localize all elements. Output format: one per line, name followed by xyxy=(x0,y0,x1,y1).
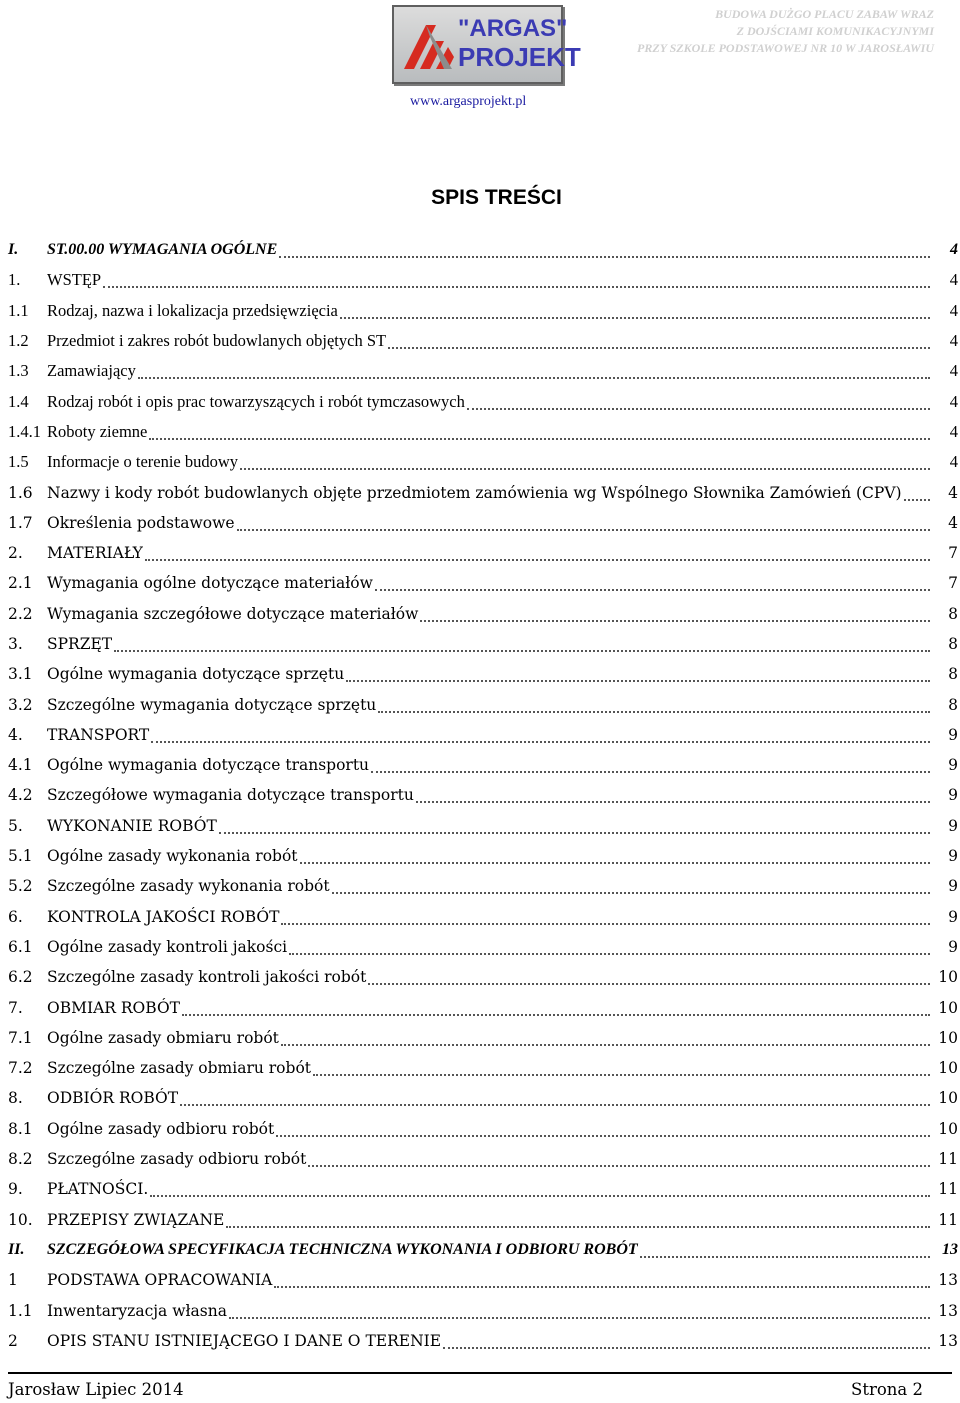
toc-entry-number: 8.2 xyxy=(8,1150,33,1169)
toc-entry-page: 10 xyxy=(938,1089,958,1108)
company-logo xyxy=(392,5,581,84)
toc-entry-title: MATERIAŁY xyxy=(47,544,143,563)
toc-leader-dots xyxy=(138,359,930,379)
toc-entry-page: 9 xyxy=(948,937,958,956)
toc-entry-page: 9 xyxy=(948,725,958,744)
toc-entry-number: 2.1 xyxy=(8,574,33,593)
toc-entry-number: 1.1 xyxy=(8,300,29,320)
toc-entry-title: KONTROLA JAKOŚCI ROBÓT xyxy=(47,907,280,926)
toc-entry-page: 10 xyxy=(938,1028,958,1047)
toc-entry-number: 4.2 xyxy=(8,786,33,805)
toc-entry-number: 3.2 xyxy=(8,695,33,714)
toc-entry-page: 9 xyxy=(948,877,958,896)
toc-entry[interactable] xyxy=(8,780,960,810)
toc-entry-number: 1.6 xyxy=(8,483,33,502)
project-line-3: PRZY SZKOLE PODSTAWOWEJ NR 10 W JAROSŁAWIU xyxy=(637,41,934,55)
toc-entry-number: 1.5 xyxy=(8,452,29,472)
toc-entry-page: 4 xyxy=(949,361,958,381)
toc-entry[interactable] xyxy=(8,871,960,901)
toc-entry-page: 11 xyxy=(938,1210,958,1229)
toc-leader-dots xyxy=(151,723,930,743)
toc-entry[interactable] xyxy=(8,1114,960,1144)
toc-entry-number: 1.4.1 xyxy=(8,421,41,441)
toc-entry-title: Rodzaj, nazwa i lokalizacja przedsięwzięcia xyxy=(47,300,338,320)
toc-entry-page: 4 xyxy=(949,300,958,320)
project-line-2: Z DOJŚCIAMI KOMUNIKACYJNYMI xyxy=(736,24,934,38)
toc-leader-dots xyxy=(420,602,930,622)
toc-entry-number: 5. xyxy=(8,816,23,835)
toc-entry-number: 6.2 xyxy=(8,968,33,987)
toc-entry[interactable] xyxy=(8,477,960,507)
toc-entry-number: 2.2 xyxy=(8,604,33,623)
logo-text xyxy=(458,15,581,72)
toc-entry-title: OBMIAR ROBÓT xyxy=(47,998,180,1017)
toc-entry-number: 8.1 xyxy=(8,1119,33,1138)
toc-entry-title: Informacje o terenie budowy xyxy=(47,452,239,472)
toc-entry-number: 7. xyxy=(8,998,23,1017)
toc-entry-title: Ogólne wymagania dotyczące transportu xyxy=(47,756,370,775)
toc-leader-dots xyxy=(150,1177,930,1197)
toc-leader-dots xyxy=(640,1238,930,1258)
toc-entry-title: OPIS STANU ISTNIEJĄCEGO I DANE O TERENIE xyxy=(47,1331,442,1350)
toc-entry-page: 4 xyxy=(948,483,958,502)
toc-entry-number: 3.1 xyxy=(8,665,33,684)
toc-entry[interactable] xyxy=(8,599,960,629)
toc-entry-page: 4 xyxy=(949,452,958,472)
toc-entry-page: 4 xyxy=(949,421,958,441)
toc-leader-dots xyxy=(237,511,930,531)
toc-entry-number: 1.2 xyxy=(8,331,29,351)
toc-leader-dots xyxy=(276,1117,930,1137)
toc-entry-title: Rodzaj robót i opis prac towarzyszących i robót tymczasowych xyxy=(47,391,465,411)
toc-entry[interactable] xyxy=(8,1326,960,1356)
company-url[interactable]: www.argasprojekt.pl xyxy=(410,94,527,109)
toc-entry[interactable] xyxy=(8,629,960,659)
toc-entry[interactable] xyxy=(8,811,960,841)
toc-entry-title: Ogólne zasady obmiaru robót xyxy=(47,1028,279,1047)
toc-entry-title: Ogólne wymagania dotyczące sprzętu xyxy=(47,665,345,684)
toc-entry-number: 4. xyxy=(8,725,23,744)
toc-entry[interactable] xyxy=(8,568,960,598)
toc-leader-dots xyxy=(443,1329,930,1349)
toc-entry-page: 4 xyxy=(949,391,958,411)
toc-leader-dots xyxy=(281,1026,930,1046)
toc-entry-page: 9 xyxy=(948,786,958,805)
toc-entry[interactable] xyxy=(8,356,960,386)
toc-entry-title: WYKONANIE ROBÓT xyxy=(47,816,217,835)
toc-leader-dots xyxy=(103,268,930,288)
toc-entry-page: 4 xyxy=(949,331,958,351)
toc-leader-dots xyxy=(332,874,930,894)
toc-leader-dots xyxy=(274,1268,930,1288)
toc-entry-page: 10 xyxy=(938,1119,958,1138)
project-header xyxy=(594,6,934,57)
toc-entry-number: 5.2 xyxy=(8,877,33,896)
toc-entry[interactable] xyxy=(8,720,960,750)
page-title: SPIS TREŚCI xyxy=(431,186,562,209)
toc-entry[interactable] xyxy=(8,1205,960,1235)
toc-entry-title: Inwentaryzacja własna xyxy=(47,1301,227,1320)
toc-entry-number: II. xyxy=(8,1240,25,1258)
toc-entry-page: 9 xyxy=(948,816,958,835)
toc-leader-dots xyxy=(281,905,930,925)
toc-entry-title: Nazwy i kody robót budowlanych objęte przedmiotem zamówienia wg Wspólnego Słownika Zamówień (CPV) xyxy=(47,483,902,502)
toc-entry-title: Wymagania szczegółowe dotyczące materiałów xyxy=(47,604,419,623)
toc-entry[interactable] xyxy=(8,265,960,295)
toc-entry-title: Przedmiot i zakres robót budowlanych objętych ST xyxy=(47,331,387,351)
toc-leader-dots xyxy=(145,541,930,561)
toc-entry[interactable] xyxy=(8,659,960,689)
toc-entry[interactable] xyxy=(8,326,960,356)
toc-entry-number: 1 xyxy=(8,1271,18,1290)
toc-entry-number: 6.1 xyxy=(8,937,33,956)
toc-entry-page: 4 xyxy=(950,241,958,259)
toc-entry-page: 10 xyxy=(938,1059,958,1078)
toc-entry[interactable] xyxy=(8,1053,960,1083)
toc-entry[interactable] xyxy=(8,386,960,416)
toc-entry[interactable] xyxy=(8,417,960,447)
toc-entry[interactable] xyxy=(8,750,960,780)
toc-entry[interactable] xyxy=(8,447,960,477)
toc-entry-title: SPRZĘT xyxy=(47,635,113,653)
toc-entry-title: SZCZEGÓŁOWA SPECYFIKACJA TECHNICZNA WYKONANIA I ODBIORU ROBÓT xyxy=(47,1240,638,1258)
toc-entry-number: 2. xyxy=(8,544,23,563)
toc-entry[interactable] xyxy=(8,902,960,932)
footer-divider xyxy=(8,1372,952,1374)
toc-entry-page: 10 xyxy=(938,998,958,1017)
toc-leader-dots xyxy=(371,753,930,773)
toc-entry-number: 1.7 xyxy=(8,513,33,532)
toc-leader-dots xyxy=(219,814,930,834)
toc-entry-title: Wymagania ogólne dotyczące materiałów xyxy=(47,574,373,593)
toc-entry-page: 9 xyxy=(948,847,958,866)
toc-leader-dots xyxy=(375,571,930,591)
toc-leader-dots xyxy=(289,935,930,955)
toc-entry-page: 7 xyxy=(948,574,958,593)
toc-leader-dots xyxy=(368,965,930,985)
toc-entry-title: Ogólne zasady kontroli jakości xyxy=(47,937,288,956)
toc-entry-page: 4 xyxy=(948,513,958,532)
toc-leader-dots xyxy=(388,329,930,349)
toc-entry-title: Szczególne zasady obmiaru robót xyxy=(47,1059,311,1078)
toc-entry-page: 11 xyxy=(938,1180,958,1199)
toc-entry-page: 13 xyxy=(938,1301,958,1320)
toc-leader-dots xyxy=(240,450,930,470)
toc-leader-dots xyxy=(308,1147,930,1167)
toc-entry-title: Zamawiający xyxy=(47,361,136,381)
toc-entry[interactable] xyxy=(8,296,960,326)
toc-entry-number: 7.2 xyxy=(8,1059,33,1078)
toc-entry[interactable] xyxy=(8,508,960,538)
toc-entry-number: 9. xyxy=(8,1180,23,1199)
toc-entry-page: 8 xyxy=(948,665,958,684)
toc-entry-number: 3. xyxy=(8,635,23,653)
toc-entry[interactable] xyxy=(8,1235,960,1265)
toc-leader-dots xyxy=(180,1086,930,1106)
logo-line-1: "ARGAS" xyxy=(458,15,568,42)
toc-entry-page: 13 xyxy=(942,1240,958,1258)
toc-entry[interactable] xyxy=(8,1144,960,1174)
toc-entry-page: 8 xyxy=(948,635,958,653)
toc-entry-title: Ogólne zasady odbioru robót xyxy=(47,1119,275,1138)
toc-entry-number: 1. xyxy=(8,270,21,290)
toc-leader-dots xyxy=(300,844,930,864)
toc-entry-page: 9 xyxy=(948,756,958,775)
toc-entry-number: 1.4 xyxy=(8,391,29,411)
toc-leader-dots xyxy=(467,390,930,410)
toc-leader-dots xyxy=(416,783,930,803)
toc-entry-title: WSTĘP xyxy=(47,270,102,290)
toc-leader-dots xyxy=(114,632,930,652)
toc-entry-title: ODBIÓR ROBÓT xyxy=(47,1089,179,1108)
toc-leader-dots xyxy=(313,1056,930,1076)
toc-entry-title: Szczególne zasady kontroli jakości robót xyxy=(47,968,367,987)
toc-entry-number: 7.1 xyxy=(8,1028,33,1047)
logo-line-2: PROJEKT xyxy=(458,42,581,72)
toc-entry-title: Szczególne zasady odbioru robót xyxy=(47,1150,307,1169)
toc-entry[interactable] xyxy=(8,1174,960,1204)
toc-entry-number: 6. xyxy=(8,907,23,926)
toc-entry-page: 9 xyxy=(948,907,958,926)
toc-entry-page: 8 xyxy=(948,604,958,623)
toc-leader-dots xyxy=(904,481,930,501)
toc-entry-number: 2 xyxy=(8,1331,18,1350)
toc-entry-title: PŁATNOŚCI. xyxy=(47,1180,149,1199)
toc-entry-title: Szczególne wymagania dotyczące sprzętu xyxy=(47,695,377,714)
toc-entry-page: 13 xyxy=(938,1271,958,1290)
toc-entry-number: 8. xyxy=(8,1089,23,1108)
toc-leader-dots xyxy=(226,1208,930,1228)
toc-leader-dots xyxy=(378,693,930,713)
toc-entry-title: PRZEPISY ZWIĄZANE xyxy=(47,1210,225,1229)
project-line-1: BUDOWA DUŻGO PLACU ZABAW WRAZ xyxy=(715,7,934,21)
toc-leader-dots xyxy=(229,1299,930,1319)
toc-entry[interactable] xyxy=(8,962,960,992)
toc-entry-title: PODSTAWA OPRACOWANIA xyxy=(47,1271,273,1290)
toc-entry-title: Szczegółowe wymagania dotyczące transportu xyxy=(47,786,414,805)
toc-entry-page: 13 xyxy=(938,1331,958,1350)
toc-entry[interactable] xyxy=(8,1265,960,1295)
toc-entry-title: Określenia podstawowe xyxy=(47,513,235,532)
toc-entry-number: 4.1 xyxy=(8,756,33,775)
toc-entry-title: Szczególne zasady wykonania robót xyxy=(47,877,330,896)
toc-entry[interactable] xyxy=(8,932,960,962)
toc-entry-title: ST.00.00 WYMAGANIA OGÓLNE xyxy=(47,241,278,259)
toc-entry-title: Ogólne zasady wykonania robót xyxy=(47,847,298,866)
toc-entry[interactable] xyxy=(8,1295,960,1325)
toc-entry-number: 5.1 xyxy=(8,847,33,866)
toc-entry[interactable] xyxy=(8,538,960,568)
toc-entry-page: 7 xyxy=(948,544,958,563)
toc-entry-number: 1.1 xyxy=(8,1301,33,1320)
toc-leader-dots xyxy=(149,420,930,440)
toc-entry-page: 4 xyxy=(949,270,958,290)
toc-leader-dots xyxy=(346,662,930,682)
toc-entry-title: TRANSPORT xyxy=(47,725,150,744)
toc-entry[interactable] xyxy=(8,1023,960,1053)
toc-entry-title: Roboty ziemne xyxy=(47,421,148,441)
footer-page-number: Strona 2 xyxy=(851,1380,923,1399)
footer-author: Jarosław Lipiec 2014 xyxy=(8,1380,184,1399)
toc-entry[interactable] xyxy=(8,235,960,265)
toc-leader-dots xyxy=(182,996,930,1016)
toc-entry-number: I. xyxy=(8,241,19,259)
toc-leader-dots xyxy=(340,299,930,319)
toc-entry[interactable] xyxy=(8,841,960,871)
toc-entry-number: 1.3 xyxy=(8,361,29,381)
toc-entry-page: 8 xyxy=(948,695,958,714)
table-of-contents xyxy=(8,235,960,1356)
toc-entry-page: 11 xyxy=(938,1150,958,1169)
toc-leader-dots xyxy=(279,238,930,258)
toc-entry-page: 10 xyxy=(938,968,958,987)
toc-entry-number: 10. xyxy=(8,1210,33,1229)
logo-mark-icon xyxy=(400,17,458,75)
toc-entry[interactable] xyxy=(8,689,960,719)
toc-entry[interactable] xyxy=(8,992,960,1022)
toc-entry[interactable] xyxy=(8,1083,960,1113)
